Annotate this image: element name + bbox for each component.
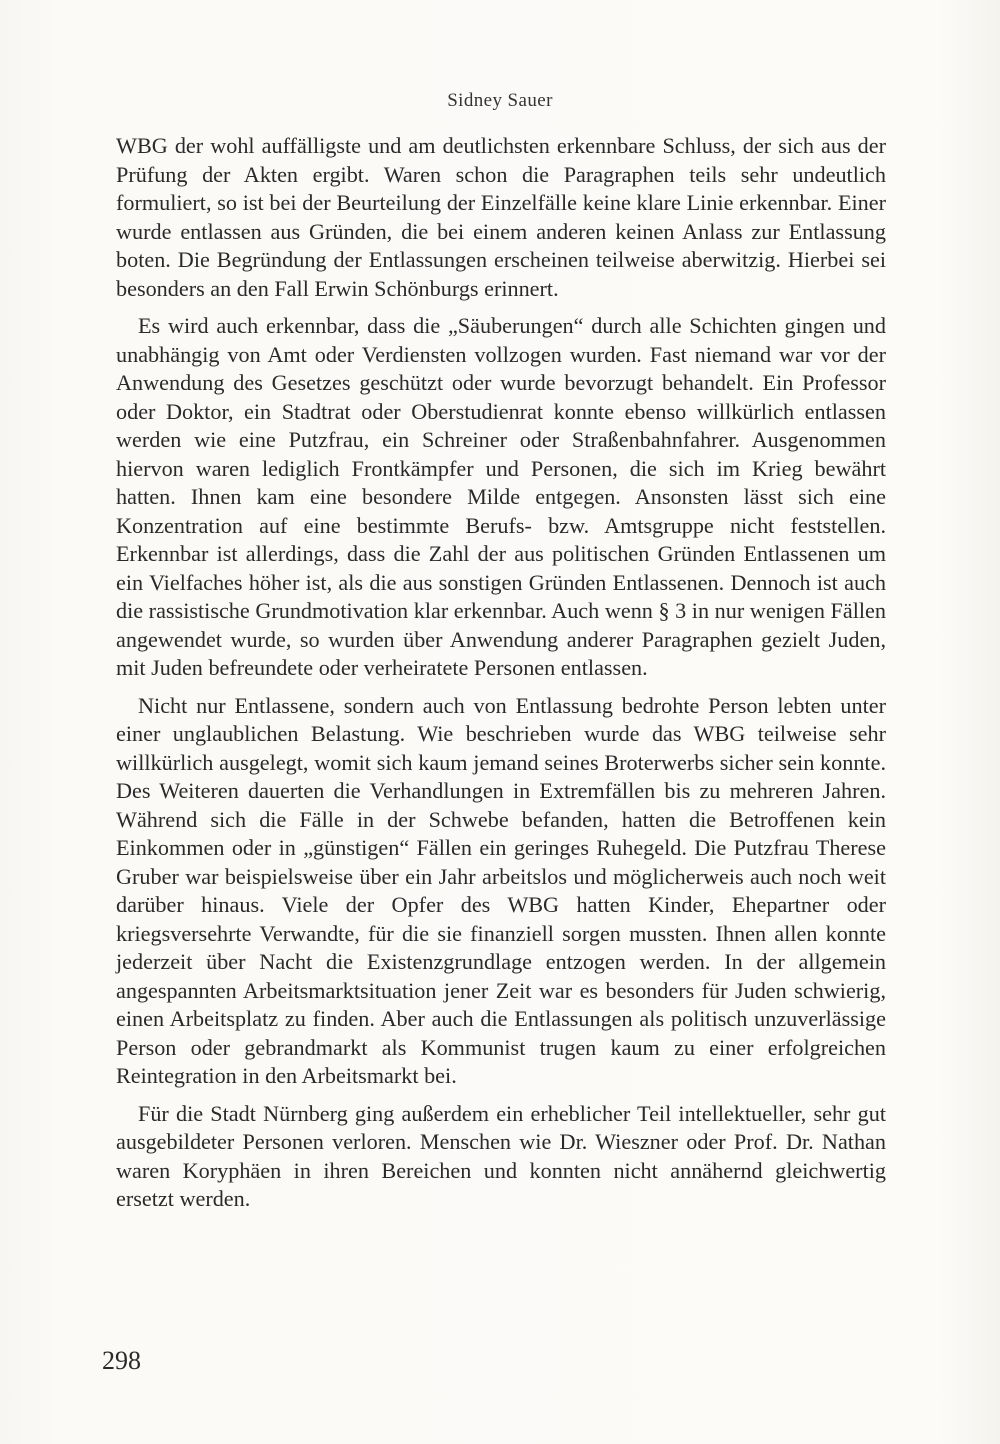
- paragraph-3: Nicht nur Entlassene, sondern auch von Entlassung bedrohte Person lebten unter einer unglaublichen Belastung. Wie beschrieben wurde das WBG teilweise sehr willkürlich ausgelegt, womit sich kaum jemand seines Broterwerbs sicher sein konnte. Des Weiteren dauerten die Verhandlungen in Extremfällen bis zu mehreren Jahren. Während sich die Fälle in der Schwebe befanden, hatten die Betroffenen kein Einkommen oder in „günstigen“ Fällen ein geringes Ruhegeld. Die Putzfrau Therese Gruber war beispielsweise über ein Jahr arbeitslos und möglicherweis auch noch weit darüber hinaus. Viele der Opfer des WBG hatten Kinder, Ehepartner oder kriegsversehrte Verwandte, für die sie finanziell sorgen mussten. Ihnen allen konnte jederzeit über Nacht die Existenzgrundlage entzogen werden. In der allgemein angespannten Arbeitsmarktsituation jener Zeit war es besonders für Juden schwierig, einen Arbeitsplatz zu finden. Aber auch die Entlassungen als politisch unzuverlässige Person oder gebrandmarkt als Kommunist trugen kaum zu einer erfolgreichen Reintegration in den Arbeitsmarkt bei.: [116, 692, 886, 1088]
- page-number: 298: [102, 1346, 141, 1375]
- paragraph-2: Es wird auch erkennbar, dass die „Säuberungen“ durch alle Schichten gingen und unabhängig von Amt oder Verdiensten vollzogen wurden. Fast niemand war vor der Anwendung des Gesetzes geschützt oder wurde bevorzugt behandelt. Ein Professor oder Doktor, ein Stadtrat oder Oberstudienrat konnte ebenso willkürlich entlassen werden wie eine Putzfrau, ein Schreiner oder Straßenbahnfahrer. Ausgenommen hiervon waren lediglich Frontkämpfer und Personen, die sich im Krieg bewährt hatten. Ihnen kam eine besondere Milde entgegen. Ansonsten lässt sich eine Konzentration auf eine bestimmte Berufs- bzw. Amtsgruppe nicht feststellen. Erkennbar ist allerdings, dass die Zahl der aus politischen Gründen Entlassenen um ein Vielfaches höher ist, als die aus sonstigen Gründen Entlassenen. Dennoch ist auch die rassistische Grundmotivation klar erkennbar. Auch wenn § 3 in nur wenigen Fällen angewendet wurde, so wurden über Anwendung anderer Paragraphen gezielt Juden, mit Juden befreundete oder verheiratete Personen entlassen.: [116, 313, 886, 680]
- body-text: [116, 132, 886, 1223]
- paragraph-4: Für die Stadt Nürnberg ging außerdem ein erheblicher Teil intellektueller, sehr gut ausgebildeter Personen verloren. Menschen wie Dr. Wieszner oder Prof. Dr. Nathan waren Koryphäen in ihren Bereichen und konnten nicht annähernd gleichwertig ersetzt werden.: [116, 1100, 886, 1211]
- paragraph-1: WBG der wohl auffälligste und am deutlichsten erkennbare Schluss, der sich aus der Prüfung der Akten ergibt. Waren schon die Paragraphen teils sehr undeutlich formuliert, so ist bei der Beurteilung der Einzelfälle keine klare Linie erkennbar. Einer wurde entlassen aus Gründen, die bei einem anderen keinen Anlass zur Entlassung boten. Die Begründung der Entlassungen erscheinen teilweise aberwitzig. Hierbei sei besonders an den Fall Erwin Schönburgs erinnert.: [116, 133, 886, 301]
- running-head-author: Sidney Sauer: [447, 90, 553, 111]
